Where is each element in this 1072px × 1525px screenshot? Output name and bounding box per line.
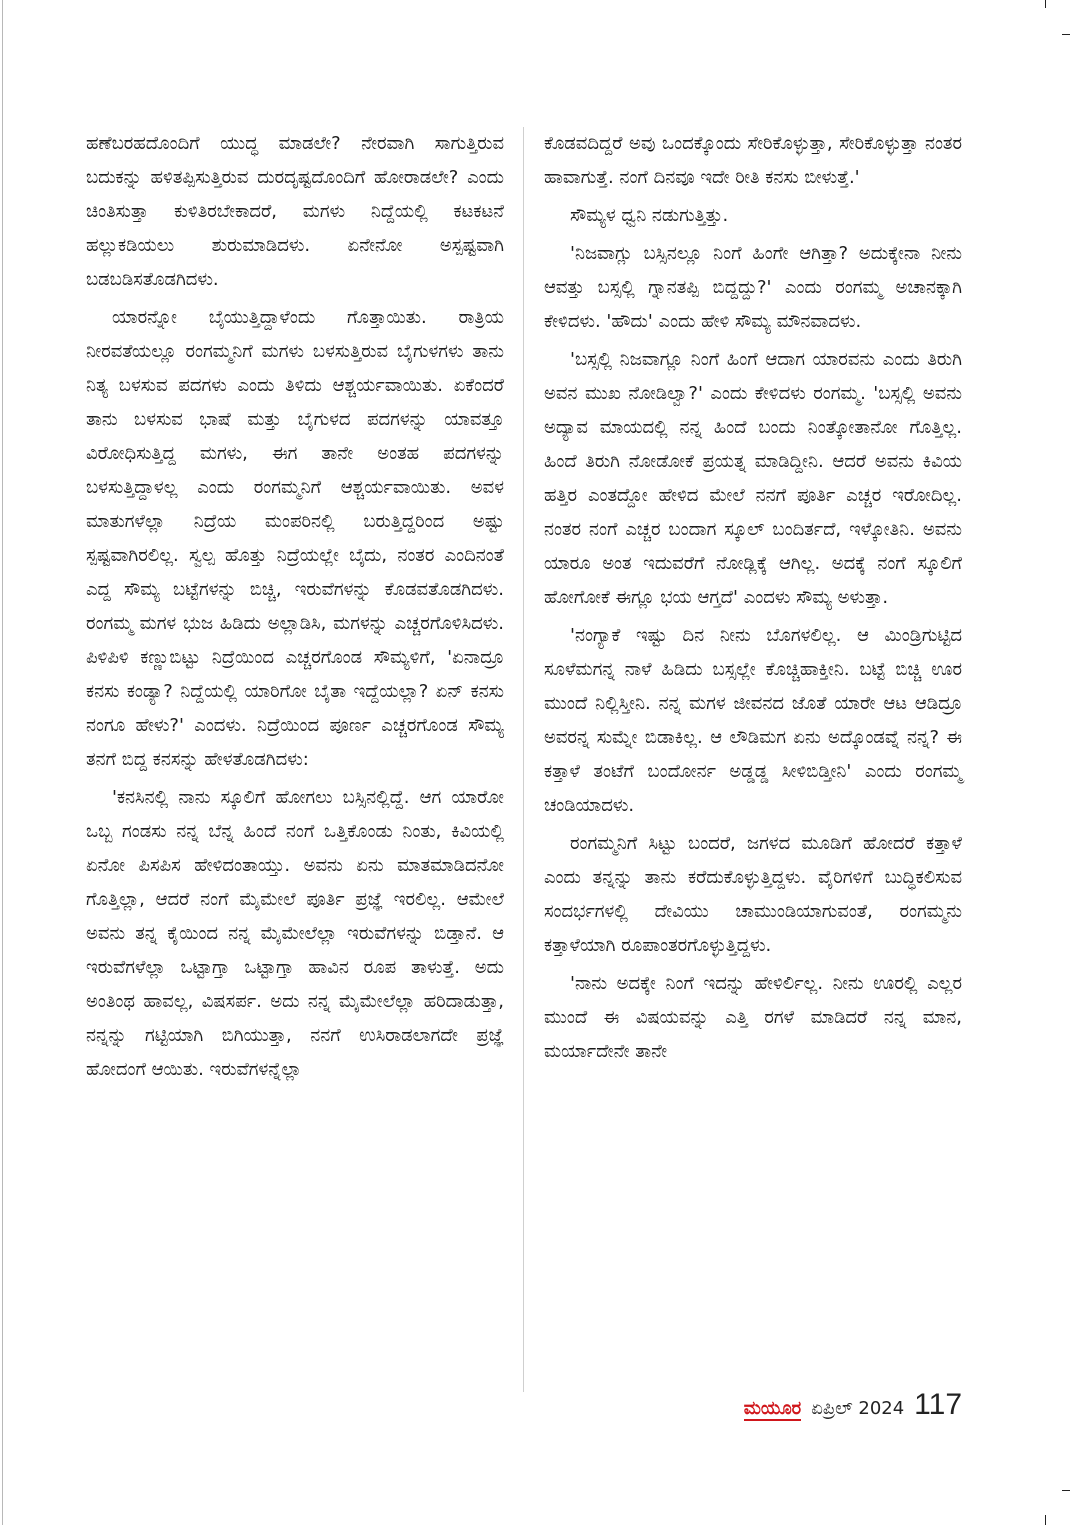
- paragraph: 'ಬಸ್ಸಲ್ಲಿ ನಿಜವಾಗ್ಲೂ ನಿಂಗೆ ಹಿಂಗೆ ಆದಾಗ ಯಾರವನು ಎಂದು ತಿರುಗಿ ಅವನ ಮುಖ ನೋಡಿಲ್ವಾ?' ಎಂದು ಕೇಳಿದಳು ರಂಗಮ್ಮ. 'ಬಸ್ಸಲ್ಲಿ ಅವನು ಅದ್ಯಾವ ಮಾಯದಲ್ಲಿ ನನ್ನ ಹಿಂದೆ ಬಂದು ನಿಂತ್ಕೋತಾನೋ ಗೊತ್ತಿಲ್ಲ. ಹಿಂದೆ ತಿರುಗಿ ನೋಡೋಕೆ ಪ್ರಯತ್ನ ಮಾಡಿದ್ದೀನಿ. ಆದರೆ ಅವನು ಕಿವಿಯ ಹತ್ತಿರ ಎಂತದ್ದೋ ಹೇಳಿದ ಮೇಲೆ ನನಗೆ ಪೂರ್ತಿ ಎಚ್ಚರ ಇರೋದಿಲ್ಲ. ನಂತರ ನಂಗೆ ಎಚ್ಚರ ಬಂದಾಗ ಸ್ಕೂಲ್ ಬಂದಿರ್ತದೆ, ಇಳ್ಕೋತಿನಿ. ಅವನು ಯಾರೂ ಅಂತ ಇದುವರೆಗೆ ನೋಡ್ಲಿಕ್ಕೆ ಆಗಿಲ್ಲ. ಅದಕ್ಕೆ ನಂಗೆ ಸ್ಕೂಲಿಗೆ ಹೋಗೋಕೆ ಈಗ್ಲೂ ಭಯ ಆಗ್ತದೆ' ಎಂದಳು ಸೌಮ್ಯ ಅಳುತ್ತಾ.: [544, 349, 962, 608]
- paragraph: ಹಣೆಬರಹದೊಂದಿಗೆ ಯುದ್ಧ ಮಾಡಲೇ? ನೇರವಾಗಿ ಸಾಗುತ್ತಿರುವ ಬದುಕನ್ನು ಹಳಿತಪ್ಪಿಸುತ್ತಿರುವ ದುರದೃಷ್ಟದೊಂದಿಗೆ ಹೋರಾಡಲೇ? ಎಂದು ಚಿಂತಿಸುತ್ತಾ ಕುಳಿತಿರಬೇಕಾದರೆ, ಮಗಳು ನಿದ್ದೆಯಲ್ಲಿ ಕಟಕಟನೆ ಹಲ್ಲುಕಡಿಯಲು ಶುರುಮಾಡಿದಳು. ಏನೇನೋ ಅಸ್ಪಷ್ಟವಾಗಿ ಬಡಬಡಿಸತೊಡಗಿದಳು.: [86, 133, 504, 290]
- right-column: [544, 127, 962, 1073]
- paragraph: 'ನಂಗ್ಯಾಕೆ ಇಷ್ಟು ದಿನ ನೀನು ಬೊಗಳಲಿಲ್ಲ. ಆ ಮಿಂಡ್ರಿಗುಟ್ಟಿದ ಸೂಳೆಮಗನ್ನ ನಾಳೆ ಹಿಡಿದು ಬಸ್ಸಲ್ಲೇ ಕೊಚ್ಚಿಹಾಕ್ತೀನಿ. ಬಟ್ಟೆ ಬಿಚ್ಚಿ ಊರ ಮುಂದೆ ನಿಲ್ಲಿಸ್ತೀನಿ. ನನ್ನ ಮಗಳ ಜೀವನದ ಜೊತೆ ಯಾರೇ ಆಟ ಆಡಿದ್ರೂ ಅವರನ್ನ ಸುಮ್ನೇ ಬಿಡಾಕಿಲ್ಲ. ಆ ಲೌಡಿಮಗ ಏನು ಅದ್ಕೊಂಡವ್ನೆ ನನ್ನ? ಈ ಕತ್ತಾಳೆ ತಂಟೆಗೆ ಬಂದೋರ್ನ ಅಡ್ಡಡ್ಡ ಸೀಳಿಬಿಡ್ತೀನಿ' ಎಂದು ರಂಗಮ್ಮ ಚಂಡಿಯಾದಳು.: [544, 625, 962, 816]
- crop-mark-bottom: [1045, 1515, 1046, 1525]
- crop-mark-top: [1045, 0, 1046, 8]
- paragraph: ರಂಗಮ್ಮನಿಗೆ ಸಿಟ್ಟು ಬಂದರೆ, ಜಗಳದ ಮೂಡಿಗೆ ಹೋದರೆ ಕತ್ತಾಳೆ ಎಂದು ತನ್ನನ್ನು ತಾನು ಕರೆದುಕೊಳ್ಳುತ್ತಿದ್ದಳು. ವೈರಿಗಳಿಗೆ ಬುದ್ಧಿಕಲಿಸುವ ಸಂದರ್ಭಗಳಲ್ಲಿ ದೇವಿಯು ಚಾಮುಂಡಿಯಾಗುವಂತೆ, ರಂಗಮ್ಮನು ಕತ್ತಾಳೆಯಾಗಿ ರೂಪಾಂತರಗೊಳ್ಳುತ್ತಿದ್ದಳು.: [544, 833, 962, 956]
- paragraph: 'ನಾನು ಅದಕ್ಕೇ ನಿಂಗೆ ಇದನ್ನು ಹೇಳಿರ್ಲಿಲ್ಲ. ನೀನು ಊರಲ್ಲಿ ಎಲ್ಲರ ಮುಂದೆ ಈ ವಿಷಯವನ್ನು ಎತ್ತಿ ರಗಳೆ ಮಾಡಿದರೆ ನನ್ನ ಮಾನ, ಮರ್ಯಾದೇನೇ ತಾನೇ: [544, 973, 962, 1062]
- paragraph: ಕೊಡವದಿದ್ದರೆ ಅವು ಒಂದಕ್ಕೊಂದು ಸೇರಿಕೊಳ್ಳುತ್ತಾ, ಸೇರಿಕೊಳ್ಳುತ್ತಾ ನಂತರ ಹಾವಾಗುತ್ತೆ. ನಂಗೆ ದಿನವೂ ಇದೇ ರೀತಿ ಕನಸು ಬೀಳುತ್ತೆ.': [544, 133, 962, 188]
- paragraph: ಯಾರನ್ನೋ ಬೈಯುತ್ತಿದ್ದಾಳೆಂದು ಗೊತ್ತಾಯಿತು. ರಾತ್ರಿಯ ನೀರವತೆಯಲ್ಲೂ ರಂಗಮ್ಮನಿಗೆ ಮಗಳು ಬಳಸುತ್ತಿರುವ ಬೈಗುಳಗಳು ತಾನು ನಿತ್ಯ ಬಳಸುವ ಪದಗಳು ಎಂದು ತಿಳಿದು ಆಶ್ಚರ್ಯವಾಯಿತು. ಏಕೆಂದರೆ ತಾನು ಬಳಸುವ ಭಾಷೆ ಮತ್ತು ಬೈಗುಳದ ಪದಗಳನ್ನು ಯಾವತ್ತೂ ವಿರೋಧಿಸುತ್ತಿದ್ದ ಮಗಳು, ಈಗ ತಾನೇ ಅಂತಹ ಪದಗಳನ್ನು ಬಳಸುತ್ತಿದ್ದಾಳಲ್ಲ ಎಂದು ರಂಗಮ್ಮನಿಗೆ ಆಶ್ಚರ್ಯವಾಯಿತು. ಅವಳ ಮಾತುಗಳೆಲ್ಲಾ ನಿದ್ರೆಯ ಮಂಪರಿನಲ್ಲಿ ಬರುತ್ತಿದ್ದರಿಂದ ಅಷ್ಟು ಸ್ಪಷ್ಟವಾಗಿರಲಿಲ್ಲ. ಸ್ವಲ್ಪ ಹೊತ್ತು ನಿದ್ರೆಯಲ್ಲೇ ಬೈದು, ನಂತರ ಎಂದಿನಂತೆ ಎದ್ದ ಸೌಮ್ಯ ಬಟ್ಟೆಗಳನ್ನು ಬಿಚ್ಚಿ, ಇರುವೆಗಳನ್ನು ಕೊಡವತೊಡಗಿದಳು. ರಂಗಮ್ಮ ಮಗಳ ಭುಜ ಹಿಡಿದು ಅಲ್ಲಾಡಿಸಿ, ಮಗಳನ್ನು ಎಚ್ಚರಗೊಳಿಸಿದಳು. ಪಿಳಿಪಿಳಿ ಕಣ್ಣುಬಿಟ್ಟು ನಿದ್ರೆಯಿಂದ ಎಚ್ಚರಗೊಂಡ ಸೌಮ್ಯಳಿಗೆ, 'ಏನಾದ್ರೂ ಕನಸು ಕಂಡ್ಯಾ? ನಿದ್ದೆಯಲ್ಲಿ ಯಾರಿಗೋ ಬೈತಾ ಇದ್ದೆಯಲ್ಲಾ? ಏನ್ ಕನಸು ನಂಗೂ ಹೇಳು?' ಎಂದಳು. ನಿದ್ರೆಯಿಂದ ಪೂರ್ಣ ಎಚ್ಚರಗೊಂಡ ಸೌಮ್ಯ ತನಗೆ ಬಿದ್ದ ಕನಸನ್ನು ಹೇಳತೊಡಗಿದಳು:: [86, 307, 504, 770]
- page-footer: [744, 1388, 962, 1422]
- crop-mark-right-top: [1062, 34, 1070, 35]
- page-border: [2, 0, 3, 1525]
- paragraph: 'ಕನಸಿನಲ್ಲಿ ನಾನು ಸ್ಕೂಲಿಗೆ ಹೋಗಲು ಬಸ್ಸಿನಲ್ಲಿದ್ದೆ. ಆಗ ಯಾರೋ ಒಬ್ಬ ಗಂಡಸು ನನ್ನ ಬೆನ್ನ ಹಿಂದೆ ನಂಗೆ ಒತ್ತಿಕೊಂಡು ನಿಂತು, ಕಿವಿಯಲ್ಲಿ ಏನೋ ಪಿಸಪಿಸ ಹೇಳಿದಂತಾಯ್ತು. ಅವನು ಏನು ಮಾತಮಾಡಿದನೋ ಗೊತ್ತಿಲ್ಲಾ, ಆದರೆ ನಂಗೆ ಮೈಮೇಲೆ ಪೂರ್ತಿ ಪ್ರಜ್ಞೆ ಇರಲಿಲ್ಲ. ಆಮೇಲೆ ಅವನು ತನ್ನ ಕೈಯಿಂದ ನನ್ನ ಮೈಮೇಲೆಲ್ಲಾ ಇರುವೆಗಳನ್ನು ಬಿಡ್ತಾನೆ. ಆ ಇರುವೆಗಳೆಲ್ಲಾ ಒಟ್ಟಾಗ್ತಾ ಒಟ್ಟಾಗ್ತಾ ಹಾವಿನ ರೂಪ ತಾಳುತ್ತೆ. ಅದು ಅಂತಿಂಥ ಹಾವಲ್ಲ, ವಿಷಸರ್ಪ. ಅದು ನನ್ನ ಮೈಮೇಲೆಲ್ಲಾ ಹರಿದಾಡುತ್ತಾ, ನನ್ನನ್ನು ಗಟ್ಟಿಯಾಗಿ ಬಿಗಿಯುತ್ತಾ, ನನಗೆ ಉಸಿರಾಡಲಾಗದೇ ಪ್ರಜ್ಞೆ ಹೋದಂಗೆ ಆಯಿತು. ಇರುವೆಗಳನ್ನೆಲ್ಲಾ: [86, 787, 504, 1080]
- issue-date: ಏಪ್ರಿಲ್ 2024: [811, 1398, 905, 1419]
- paragraph: ಸೌಮ್ಯಳ ಧ್ವನಿ ನಡುಗುತ್ತಿತ್ತು.: [570, 205, 729, 226]
- magazine-logo: ಮಯೂರ: [743, 1398, 802, 1419]
- paragraph: 'ನಿಜವಾಗ್ಲು ಬಸ್ಸಿನಲ್ಲೂ ನಿಂಗೆ ಹಿಂಗೇ ಆಗಿತ್ತಾ? ಅದುಕ್ಕೇನಾ ನೀನು ಆವತ್ತು ಬಸ್ಸಲ್ಲಿ ಗ್ನಾನತಪ್ಪಿ ಬಿದ್ದದ್ದು?' ಎಂದು ರಂಗಮ್ಮ ಅಚಾನಕ್ಕಾಗಿ ಕೇಳಿದಳು. 'ಹೌದು' ಎಂದು ಹೇಳಿ ಸೌಮ್ಯ ಮೌನವಾದಳು.: [544, 243, 962, 332]
- column-divider: [523, 127, 524, 1392]
- left-column: [86, 127, 504, 1091]
- page-number: 117: [914, 1388, 962, 1421]
- crop-mark-right-bottom: [1062, 1490, 1070, 1491]
